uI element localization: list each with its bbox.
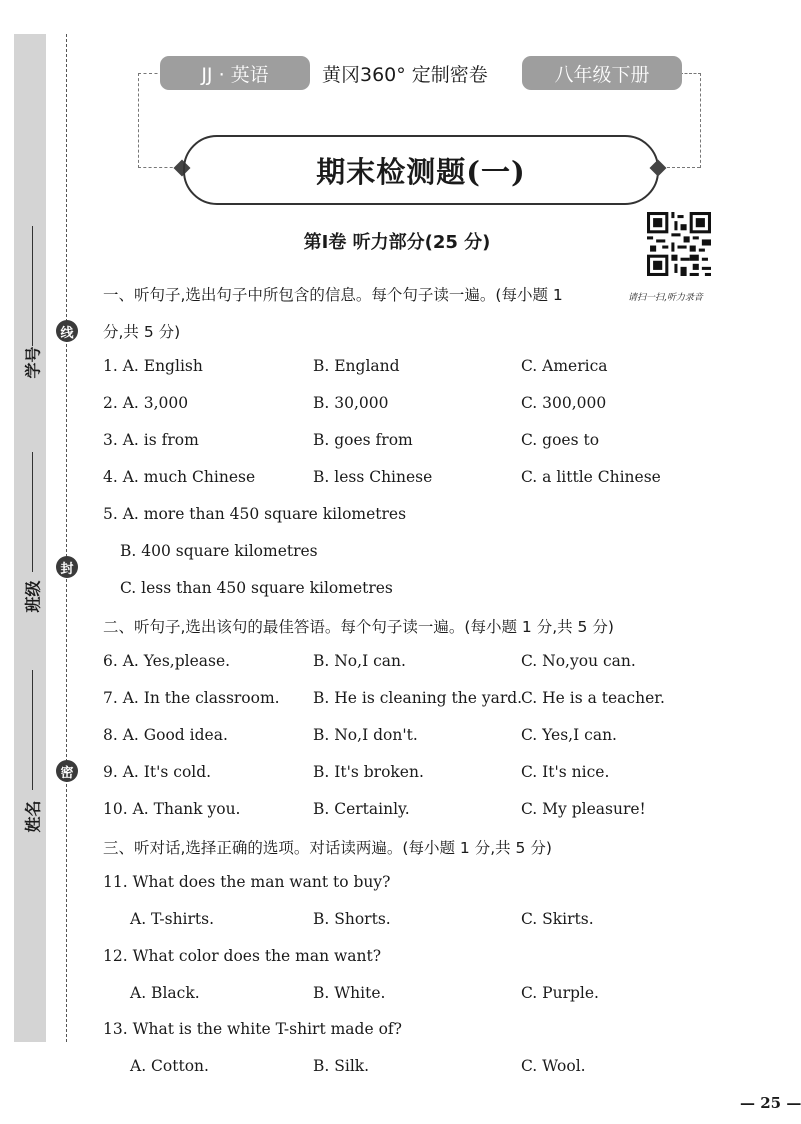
q8-option-b: B. No,I don't.	[313, 726, 418, 744]
header-dash-right-bottom	[662, 167, 700, 168]
q5-option-c: C. less than 450 square kilometres	[120, 579, 393, 597]
exam-title: 期末检测题(一)	[183, 135, 659, 205]
q7-option-a: 7. A. In the classroom.	[103, 689, 280, 707]
binding-mark-xian: 线	[56, 320, 78, 342]
q5-option-a: 5. A. more than 450 square kilometres	[103, 505, 407, 523]
q1-option-a: 1. A. English	[103, 357, 203, 375]
header-dash-right-top	[680, 73, 701, 168]
series-name: 黄冈360° 定制密卷	[322, 64, 488, 86]
q9-option-c: C. It's nice.	[521, 763, 610, 781]
q12-option-c: C. Purple.	[521, 984, 599, 1002]
q13-option-b: B. Silk.	[313, 1057, 370, 1075]
binding-mark-mi: 密	[56, 760, 78, 782]
q8-option-a: 8. A. Good idea.	[103, 726, 228, 744]
q2-option-c: C. 300,000	[521, 394, 607, 412]
q9-option-a: 9. A. It's cold.	[103, 763, 212, 781]
header-dash-left-top	[138, 73, 163, 168]
q13-option-c: C. Wool.	[521, 1057, 586, 1075]
q8-option-c: C. Yes,I can.	[521, 726, 617, 744]
qr-caption: 请扫一扫,听力录音	[628, 293, 703, 303]
name-line	[32, 670, 33, 790]
class-label: 班级	[23, 580, 43, 613]
q6-option-a: 6. A. Yes,please.	[103, 652, 231, 670]
binding-mark-feng: 封	[56, 556, 78, 578]
q1-option-b: B. England	[313, 357, 400, 375]
header-dash-left-bottom	[138, 167, 178, 168]
q4-option-c: C. a little Chinese	[521, 468, 661, 486]
q11-option-a: A. T-shirts.	[130, 910, 215, 928]
q11-option-b: B. Shorts.	[313, 910, 391, 928]
section2-heading: 二、听句子,选出该句的最佳答语。每个句子读一遍。(每小题 1 分,共 5 分)	[103, 618, 614, 636]
q2-option-a: 2. A. 3,000	[103, 394, 189, 412]
qr-code-icon	[647, 212, 711, 276]
student-id-label: 学号	[23, 346, 43, 379]
q3-option-a: 3. A. is from	[103, 431, 199, 449]
student-id-field	[12, 176, 52, 379]
q11-stem: 11. What does the man want to buy?	[103, 873, 391, 891]
q1-option-c: C. America	[521, 357, 608, 375]
q7-option-b: B. He is cleaning the yard.	[313, 689, 523, 707]
subject-pill: JJ · 英语	[160, 56, 310, 90]
q9-option-b: B. It's broken.	[313, 763, 424, 781]
class-field	[12, 410, 52, 613]
q10-option-a: 10. A. Thank you.	[103, 800, 241, 818]
name-label: 姓名	[23, 800, 43, 833]
q13-option-a: A. Cotton.	[130, 1057, 209, 1075]
q7-option-c: C. He is a teacher.	[521, 689, 665, 707]
class-line	[32, 452, 33, 572]
section1-heading-line1: 一、听句子,选出句子中所包含的信息。每个句子读一遍。(每小题 1	[103, 286, 563, 304]
section3-heading: 三、听对话,选择正确的选项。对话读两遍。(每小题 1 分,共 5 分)	[103, 839, 552, 857]
q11-option-c: C. Skirts.	[521, 910, 594, 928]
q4-option-a: 4. A. much Chinese	[103, 468, 256, 486]
q13-stem: 13. What is the white T-shirt made of?	[103, 1020, 402, 1038]
grade-pill: 八年级下册	[522, 56, 682, 90]
name-field	[12, 630, 52, 833]
q10-option-b: B. Certainly.	[313, 800, 410, 818]
q6-option-c: C. No,you can.	[521, 652, 636, 670]
q5-option-b: B. 400 square kilometres	[120, 542, 318, 560]
q3-option-c: C. goes to	[521, 431, 600, 449]
binding-dashed-line	[66, 34, 67, 1042]
q2-option-b: B. 30,000	[313, 394, 389, 412]
q12-option-a: A. Black.	[130, 984, 200, 1002]
page-number: — 25 —	[740, 1094, 801, 1112]
section1-heading-line2: 分,共 5 分)	[103, 323, 181, 341]
part1-title: 第Ⅰ卷 听力部分(25 分)	[303, 232, 491, 253]
q3-option-b: B. goes from	[313, 431, 413, 449]
q6-option-b: B. No,I can.	[313, 652, 406, 670]
q12-stem: 12. What color does the man want?	[103, 947, 382, 965]
q10-option-c: C. My pleasure!	[521, 800, 646, 818]
q12-option-b: B. White.	[313, 984, 386, 1002]
q4-option-b: B. less Chinese	[313, 468, 433, 486]
